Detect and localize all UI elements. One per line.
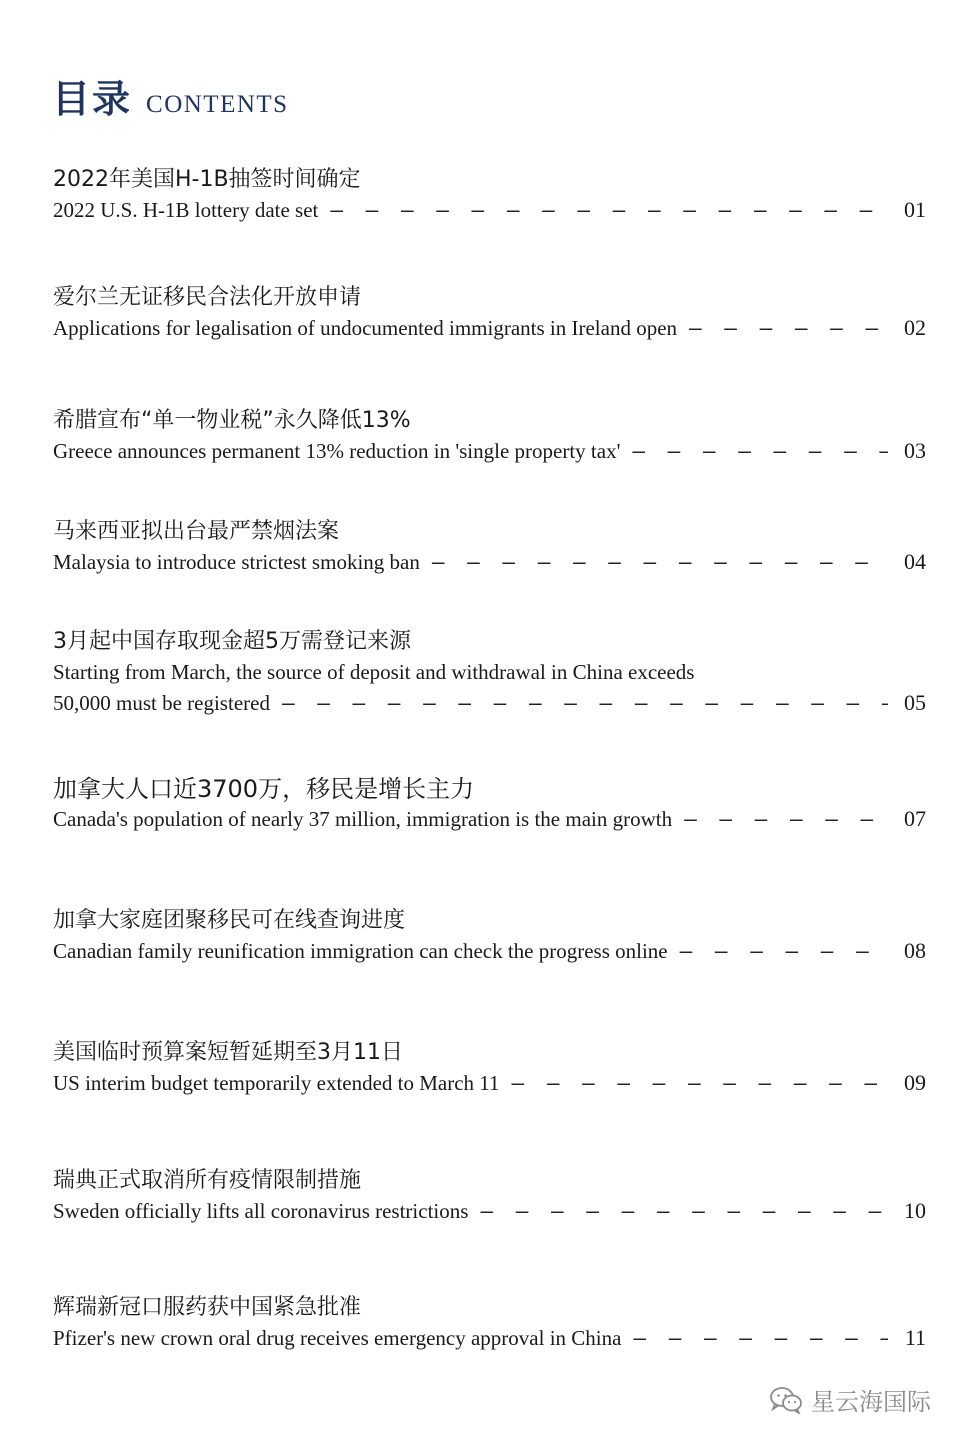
toc-entry[interactable]	[53, 283, 926, 344]
entry-title-cn: 2022年美国H-1B抽签时间确定	[53, 167, 361, 192]
entry-title-cn: 美国临时预算案短暂延期至3月11日	[53, 1040, 403, 1065]
entry-title-cn: 希腊宣布“单一物业税”永久降低13%	[53, 408, 411, 433]
watermark-text: 星云海国际	[811, 1388, 931, 1416]
dot-leader	[621, 1326, 888, 1350]
entry-title-en: Greece announces permanent 13% reduction in 'single property tax'	[53, 439, 621, 463]
entry-title-cn: 3月起中国存取现金超5万需登记来源	[53, 629, 411, 654]
title-english: CONTENTS	[146, 91, 289, 118]
entry-row	[53, 804, 926, 835]
page-number: 04	[904, 549, 926, 574]
toc-entry[interactable]	[53, 1293, 926, 1354]
page-number: 08	[904, 938, 926, 963]
entry-title-cn: 辉瑞新冠口服药获中国紧急批准	[53, 1295, 362, 1320]
page-title	[52, 68, 289, 123]
entry-title-en: Malaysia to introduce strictest smoking ban	[53, 550, 420, 574]
dot-leader	[672, 807, 888, 831]
toc-entry[interactable]	[53, 1038, 926, 1099]
entry-title-cn: 瑞典正式取消所有疫情限制措施	[53, 1168, 362, 1193]
dot-leader	[500, 1071, 888, 1095]
dot-leader	[677, 316, 888, 340]
entry-row	[53, 195, 926, 226]
toc-entry[interactable]	[53, 165, 926, 226]
entry-row	[53, 313, 926, 344]
page-number: 11	[904, 1325, 926, 1350]
entry-title-en-line2: 50,000 must be registered	[53, 691, 270, 715]
dot-leader	[468, 1199, 888, 1223]
entry-title-cn: 马来西亚拟出台最严禁烟法案	[53, 519, 340, 544]
entry-row	[53, 1196, 926, 1227]
toc-entry[interactable]	[53, 517, 926, 578]
dot-leader	[620, 439, 888, 463]
entry-row	[53, 688, 926, 719]
page-number: 05	[904, 690, 926, 715]
entry-title-en: Canada's population of nearly 37 million, immigration is the main growth	[53, 807, 673, 831]
page-number: 09	[904, 1070, 926, 1095]
toc-entry[interactable]	[53, 906, 926, 967]
toc-entry[interactable]	[53, 627, 926, 719]
toc-entry[interactable]	[53, 406, 926, 467]
entry-title-en: Applications for legalisation of undocumented immigrants in Ireland open	[53, 316, 678, 340]
dot-leader	[420, 550, 888, 574]
entry-title-en: Sweden officially lifts all coronavirus restrictions	[53, 1199, 469, 1223]
page-number: 10	[904, 1198, 926, 1223]
entry-title-en: 2022 U.S. H-1B lottery date set	[53, 198, 319, 222]
dot-leader	[318, 198, 888, 222]
entry-title-en-line1: Starting from March, the source of deposit and withdrawal in China exceeds	[53, 660, 695, 684]
wechat-icon	[769, 1386, 803, 1414]
entry-row	[53, 936, 926, 967]
entry-title-cn: 加拿大家庭团聚移民可在线查询进度	[53, 908, 406, 933]
page-number: 02	[904, 315, 926, 340]
toc-entry[interactable]	[53, 774, 926, 835]
entry-row	[53, 1068, 926, 1099]
page-number: 01	[904, 197, 926, 222]
dot-leader	[270, 691, 888, 715]
entry-row	[53, 1323, 926, 1354]
entry-title-cn: 爱尔兰无证移民合法化开放申请	[53, 285, 362, 310]
entry-title-en: US interim budget temporarily extended to March 11	[53, 1071, 500, 1095]
page-number: 03	[904, 438, 926, 463]
entry-title-en: Canadian family reunification immigration can check the progress online	[53, 939, 668, 963]
page-number: 07	[904, 806, 926, 831]
entry-title-en: Pfizer's new crown oral drug receives emergency approval in China	[53, 1326, 622, 1350]
toc-entry[interactable]	[53, 1166, 926, 1227]
title-chinese: 目录	[52, 77, 133, 121]
dot-leader	[668, 939, 888, 963]
watermark	[769, 1382, 931, 1417]
entry-row	[53, 547, 926, 578]
entry-row	[53, 436, 926, 467]
entry-title-cn: 加拿大人口近3700万，移民是增长主力	[53, 775, 475, 803]
